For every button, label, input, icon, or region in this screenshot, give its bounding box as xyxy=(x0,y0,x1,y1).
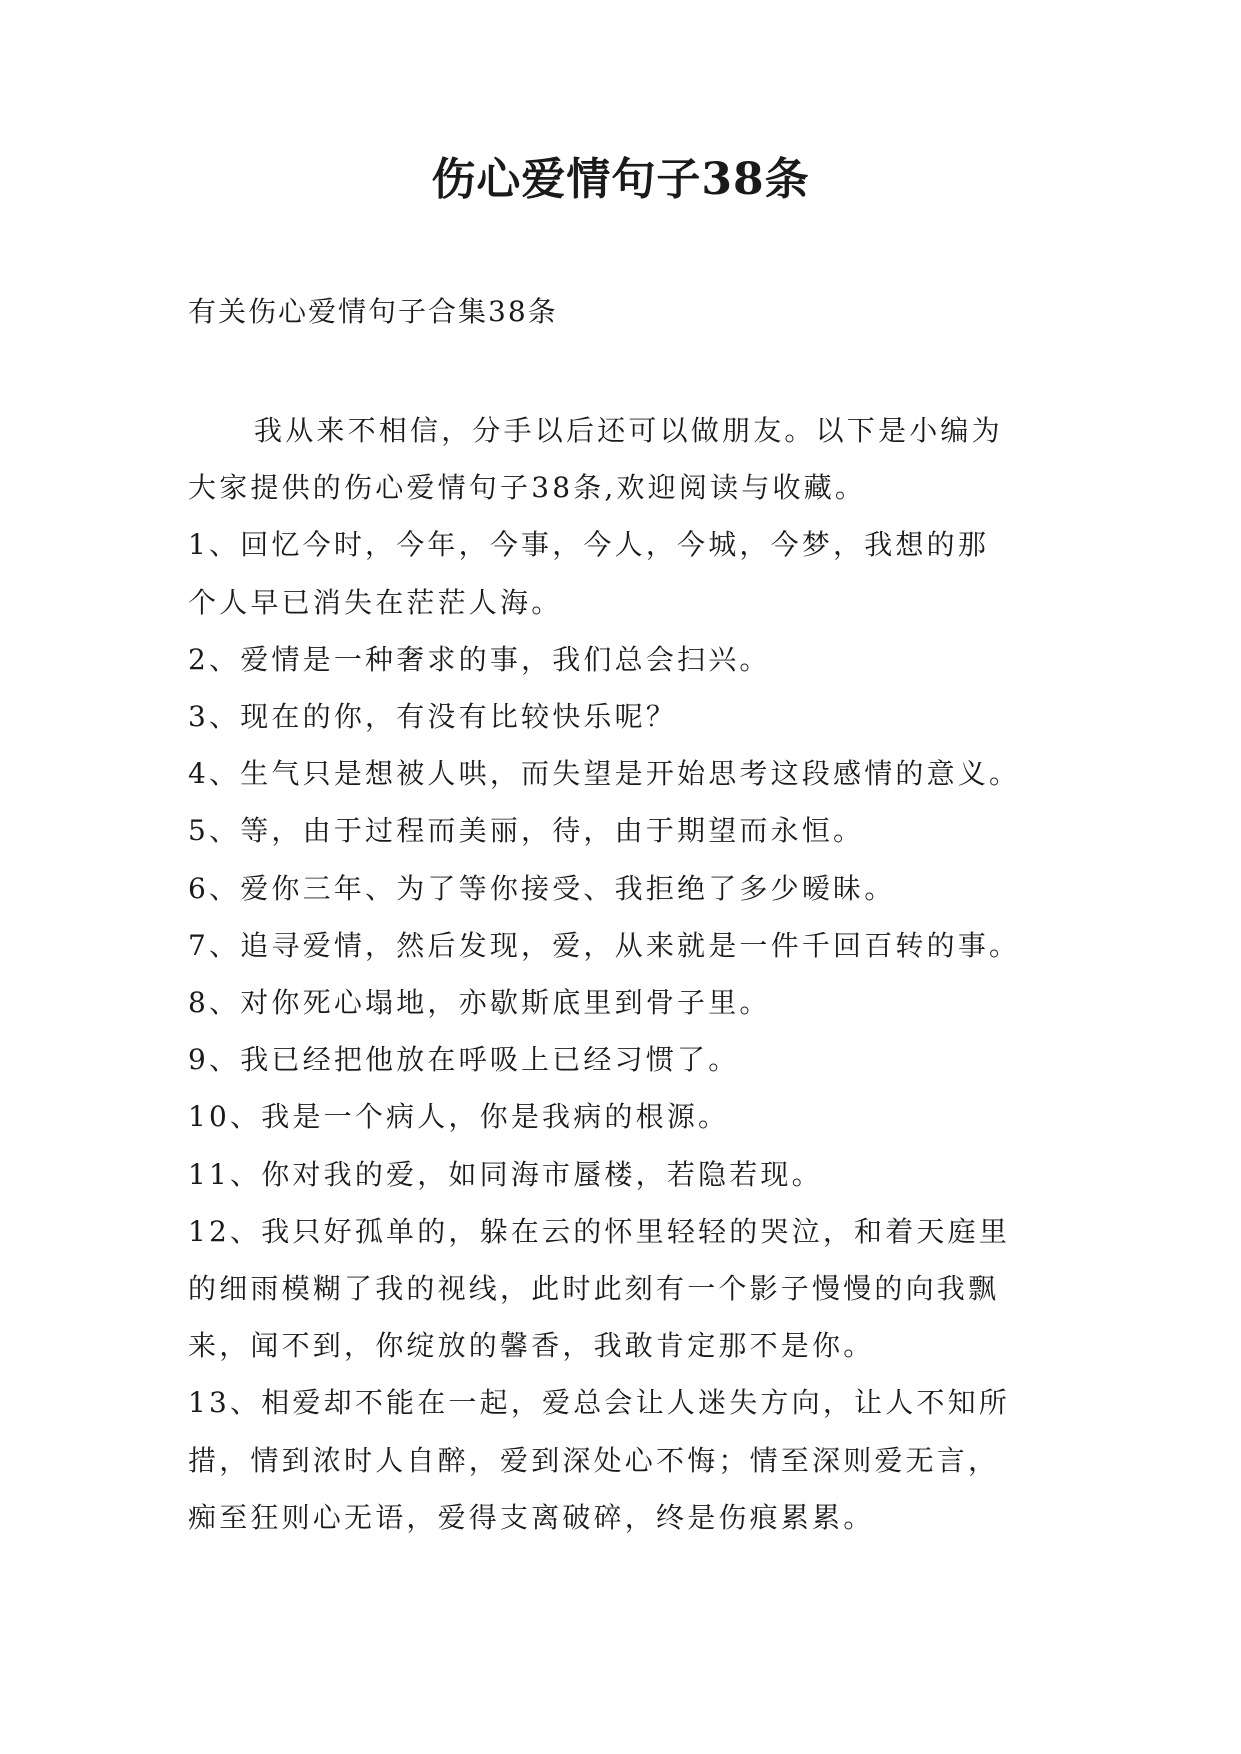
item-1-line-2: 个人早已消失在茫茫人海。 xyxy=(188,585,563,619)
item-9: 9、我已经把他放在呼吸上已经习惯了。 xyxy=(188,1043,740,1077)
item-4: 4、生气只是想被人哄，而失望是开始思考这段感情的意义。 xyxy=(188,757,1021,791)
document-body xyxy=(188,402,1068,1546)
item-8: 8、对你死心塌地，亦歇斯底里到骨子里。 xyxy=(188,986,771,1020)
item-13-line-1: 13、相爱却不能在一起，爱总会让人迷失方向，让人不知所 xyxy=(188,1386,1011,1420)
document-title: 伤心爱情句子38条 xyxy=(431,154,810,205)
item-12-line-3: 来，闻不到，你绽放的馨香，我敢肯定那不是你。 xyxy=(188,1329,875,1363)
intro-line-2: 大家提供的伤心爱情句子38条,欢迎阅读与收藏。 xyxy=(188,471,867,505)
item-2: 2、爱情是一种奢求的事，我们总会扫兴。 xyxy=(188,642,771,676)
item-13-line-3: 痴至狂则心无语，爱得支离破碎，终是伤痕累累。 xyxy=(188,1500,875,1534)
document-subtitle: 有关伤心爱情句子合集38条 xyxy=(188,295,558,328)
item-10: 10、我是一个病人，你是我病的根源。 xyxy=(188,1100,730,1134)
item-13-line-2: 措，情到浓时人自醉，爱到深处心不悔；情至深则爱无言， xyxy=(188,1443,1000,1477)
intro-line-1: 我从来不相信，分手以后还可以做朋友。以下是小编为 xyxy=(254,414,1003,447)
item-6: 6、爱你三年、为了等你接受、我拒绝了多少暧昧。 xyxy=(188,871,896,905)
item-1-line-1: 1、回忆今时，今年，今事，今人，今城，今梦，我想的那 xyxy=(188,528,990,562)
item-12-line-2: 的细雨模糊了我的视线，此时此刻有一个影子慢慢的向我飘 xyxy=(188,1272,1000,1306)
item-5: 5、等，由于过程而美丽，待，由于期望而永恒。 xyxy=(188,814,865,848)
item-12-line-1: 12、我只好孤单的，躲在云的怀里轻轻的哭泣，和着天庭里 xyxy=(188,1214,1011,1248)
item-7: 7、追寻爱情，然后发现，爱，从来就是一件千回百转的事。 xyxy=(188,928,1021,962)
item-11: 11、你对我的爱，如同海市蜃楼，若隐若现。 xyxy=(188,1157,823,1191)
item-3: 3、现在的你，有没有比较快乐呢？ xyxy=(188,700,678,734)
